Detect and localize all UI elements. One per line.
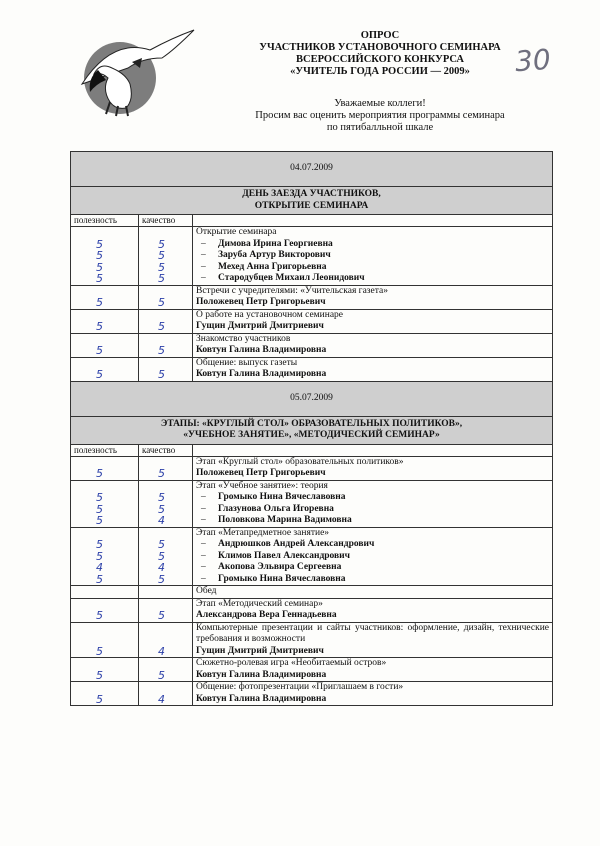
handwritten-score: 5 (158, 609, 165, 622)
column-header-event (193, 444, 553, 456)
handwritten-score: 5 (96, 467, 103, 480)
usefulness-score-cell[interactable] (71, 285, 139, 309)
event-title: Открытие семинара (196, 227, 277, 237)
handwritten-score: 5 (96, 260, 103, 274)
presenter-name: – Громыко Нина Вячеславовна (196, 574, 549, 586)
handwritten-score: 4 (158, 692, 165, 706)
event-title: Этап «Круглый стол» образовательных политиков» (196, 456, 404, 467)
event-title: Этап «Метапредметное занятие» (196, 527, 330, 538)
event-cell (193, 480, 553, 527)
presenter-name: Ковтун Галина Владимировна (196, 669, 327, 680)
presenter-name: – Мехед Анна Григорьевна (196, 262, 549, 274)
handwritten-score: 5 (96, 272, 103, 285)
event-cell (193, 285, 553, 309)
handwritten-score: 5 (158, 249, 165, 262)
quality-score-cell[interactable] (139, 598, 193, 622)
handwritten-score: 5 (96, 644, 103, 658)
handwritten-score: 5 (158, 296, 165, 309)
quality-score-cell[interactable] (139, 586, 193, 599)
usefulness-score-cell[interactable] (71, 309, 139, 333)
section-heading (71, 416, 553, 444)
presenter-name: – Громыко Нина Вячеславовна (196, 492, 549, 504)
usefulness-score-cell[interactable] (71, 586, 139, 599)
event-title: Общение: фотопрезентации «Приглашаем в гости» (196, 682, 404, 692)
title-line-4: «УЧИТЕЛЬ ГОДА РОССИИ — 2009» (290, 66, 470, 77)
column-header-usefulness: полезность (71, 215, 139, 227)
presenter-name: Положевец Петр Григорьевич (196, 297, 326, 307)
quality-score-cell[interactable] (139, 333, 193, 357)
presenter-name: Ковтун Галина Владимировна (196, 345, 327, 355)
handwritten-score: 5 (158, 549, 165, 563)
presenter-list (196, 492, 549, 527)
handwritten-score: 4 (158, 561, 165, 574)
presenter-name: Александрова Вера Геннадьевна (196, 610, 337, 620)
event-cell (193, 309, 553, 333)
presenter-name: – Климов Павел Александрович (196, 551, 549, 563)
event-title: Знакомство участников (196, 333, 291, 344)
handwritten-score: 5 (96, 668, 103, 682)
handwritten-page-number: 30 (513, 42, 552, 79)
handwritten-score: 5 (96, 538, 103, 551)
table-row (71, 357, 553, 381)
event-title: Общение: выпуск газеты (196, 357, 298, 368)
event-cell (193, 527, 553, 586)
intro-line-2: по пятибалльной шкале (326, 122, 434, 133)
handwritten-score: 4 (158, 514, 165, 527)
handwritten-score: 5 (158, 491, 165, 504)
handwritten-score: 5 (158, 320, 165, 333)
survey-title (220, 30, 540, 78)
event-title: Компьютерные презентации и сайты участников: оформление, дизайн, технические требования и возможности (196, 622, 549, 644)
handwritten-score: 5 (96, 344, 103, 357)
presenter-name: Ковтун Галина Владимировна (196, 693, 327, 704)
handwritten-score: 5 (158, 260, 165, 274)
table-row (71, 682, 553, 706)
quality-score-cell[interactable] (139, 227, 193, 286)
handwritten-score: 5 (158, 467, 165, 480)
handwritten-score: 4 (96, 561, 103, 574)
handwritten-score: 5 (158, 668, 165, 682)
quality-score-cell[interactable] (139, 682, 193, 706)
event-cell (193, 586, 553, 599)
usefulness-score-cell[interactable] (71, 622, 139, 658)
handwritten-score: 5 (158, 572, 165, 586)
survey-table (70, 151, 553, 706)
table-row (71, 622, 553, 658)
presenter-list (196, 239, 549, 285)
usefulness-score-cell[interactable] (71, 598, 139, 622)
date-row: 05.07.2009 (71, 381, 553, 416)
presenter-list (196, 539, 549, 585)
presenter-name: Положевец Петр Григорьевич (196, 468, 326, 478)
handwritten-score: 5 (96, 572, 103, 586)
handwritten-score: 5 (158, 538, 165, 551)
presenter-name: – Половкова Марина Вадимовна (196, 515, 549, 527)
column-header-usefulness: полезность (71, 444, 139, 456)
event-cell (193, 333, 553, 357)
table-row (71, 658, 553, 682)
presenter-name: Гущин Дмитрий Дмитриевич (196, 645, 324, 656)
section-line: ЭТАПЫ: «КРУГЛЫЙ СТОЛ» ОБРАЗОВАТЕЛЬНЫХ ПОЛИТИКОВ», (160, 418, 463, 429)
handwritten-score: 5 (96, 491, 103, 504)
date-row: 04.07.2009 (71, 152, 553, 187)
event-cell (193, 622, 553, 658)
event-cell (193, 598, 553, 622)
event-title: О работе на установочном семинаре (196, 309, 344, 320)
title-line-2: УЧАСТНИКОВ УСТАНОВОЧНОГО СЕМИНАРА (259, 42, 501, 53)
handwritten-score: 5 (158, 344, 165, 357)
handwritten-score: 5 (158, 502, 165, 516)
presenter-name: Ковтун Галина Владимировна (196, 369, 327, 379)
event-title: Обед (196, 586, 217, 596)
usefulness-score-cell[interactable] (71, 333, 139, 357)
event-title: Встречи с учредителями: «Учительская газета» (196, 285, 388, 296)
event-cell (193, 357, 553, 381)
quality-score-cell[interactable] (139, 357, 193, 381)
usefulness-score-cell[interactable] (71, 658, 139, 682)
handwritten-score: 5 (96, 549, 103, 563)
handwritten-score: 5 (96, 368, 103, 381)
table-row (71, 527, 553, 586)
handwritten-score: 5 (96, 320, 103, 333)
table-row (71, 333, 553, 357)
handwritten-score: 5 (158, 272, 165, 285)
quality-score-cell[interactable] (139, 480, 193, 527)
handwritten-score: 5 (96, 609, 103, 622)
title-line-1: ОПРОС (360, 30, 400, 41)
event-cell (193, 682, 553, 706)
quality-score-cell[interactable] (139, 309, 193, 333)
table-row (71, 309, 553, 333)
event-title: Этап «Учебное занятие»: теория (196, 480, 328, 491)
table-row (71, 586, 553, 599)
handwritten-score: 5 (96, 296, 103, 309)
intro-line-1: Просим вас оценить мероприятия программы семинара (255, 110, 505, 121)
pelican-logo-icon (72, 28, 197, 118)
event-cell (193, 227, 553, 286)
section-line: «УЧЕБНОЕ ЗАНЯТИЕ», «МЕТОДИЧЕСКИЙ СЕМИНАР» (183, 430, 440, 440)
section-heading (71, 187, 553, 215)
column-header-quality: качество (139, 444, 193, 456)
table-row (71, 227, 553, 286)
quality-score-cell[interactable] (139, 658, 193, 682)
presenter-name: – Глазунова Ольга Игоревна (196, 504, 549, 516)
handwritten-score: 5 (158, 237, 165, 251)
handwritten-score: 5 (96, 514, 103, 527)
table-row (71, 285, 553, 309)
presenter-name: – Андрюшков Андрей Александрович (196, 539, 549, 551)
section-line: ОТКРЫТИЕ СЕМИНАРА (254, 200, 369, 211)
handwritten-score: 5 (96, 237, 103, 251)
quality-score-cell[interactable] (139, 527, 193, 586)
column-header-event (193, 215, 553, 227)
event-title: Этап «Методический семинар» (196, 598, 323, 609)
quality-score-cell[interactable] (139, 622, 193, 658)
table-row (71, 456, 553, 480)
usefulness-score-cell[interactable] (71, 682, 139, 706)
title-line-3: ВСЕРОССИЙСКОГО КОНКУРСА (295, 54, 465, 65)
event-cell (193, 456, 553, 480)
handwritten-score: 5 (96, 249, 103, 262)
usefulness-score-cell[interactable] (71, 227, 139, 286)
section-line: ДЕНЬ ЗАЕЗДА УЧАСТНИКОВ, (242, 189, 381, 199)
quality-score-cell[interactable] (139, 456, 193, 480)
event-cell (193, 658, 553, 682)
usefulness-score-cell[interactable] (71, 357, 139, 381)
quality-score-cell[interactable] (139, 285, 193, 309)
event-title: Сюжетно-ролевая игра «Необитаемый остров» (196, 658, 387, 668)
presenter-name: – Акопова Эльвира Сергеевна (196, 562, 549, 574)
handwritten-score: 5 (158, 368, 165, 381)
usefulness-score-cell[interactable] (71, 527, 139, 586)
presenter-name: – Димова Ирина Георгиевна (196, 239, 549, 251)
intro-text (220, 98, 540, 134)
table-row (71, 598, 553, 622)
handwritten-score: 5 (96, 502, 103, 516)
table-row (71, 480, 553, 527)
presenter-name: – Заруба Артур Викторович (196, 250, 549, 262)
handwritten-score: 4 (158, 644, 165, 658)
presenter-name: Гущин Дмитрий Дмитриевич (196, 321, 324, 331)
column-header-quality: качество (139, 215, 193, 227)
presenter-name: – Стародубцев Михаил Леонидович (196, 273, 549, 285)
usefulness-score-cell[interactable] (71, 456, 139, 480)
handwritten-score: 5 (96, 692, 103, 706)
greeting: Уважаемые коллеги! (334, 98, 426, 109)
usefulness-score-cell[interactable] (71, 480, 139, 527)
